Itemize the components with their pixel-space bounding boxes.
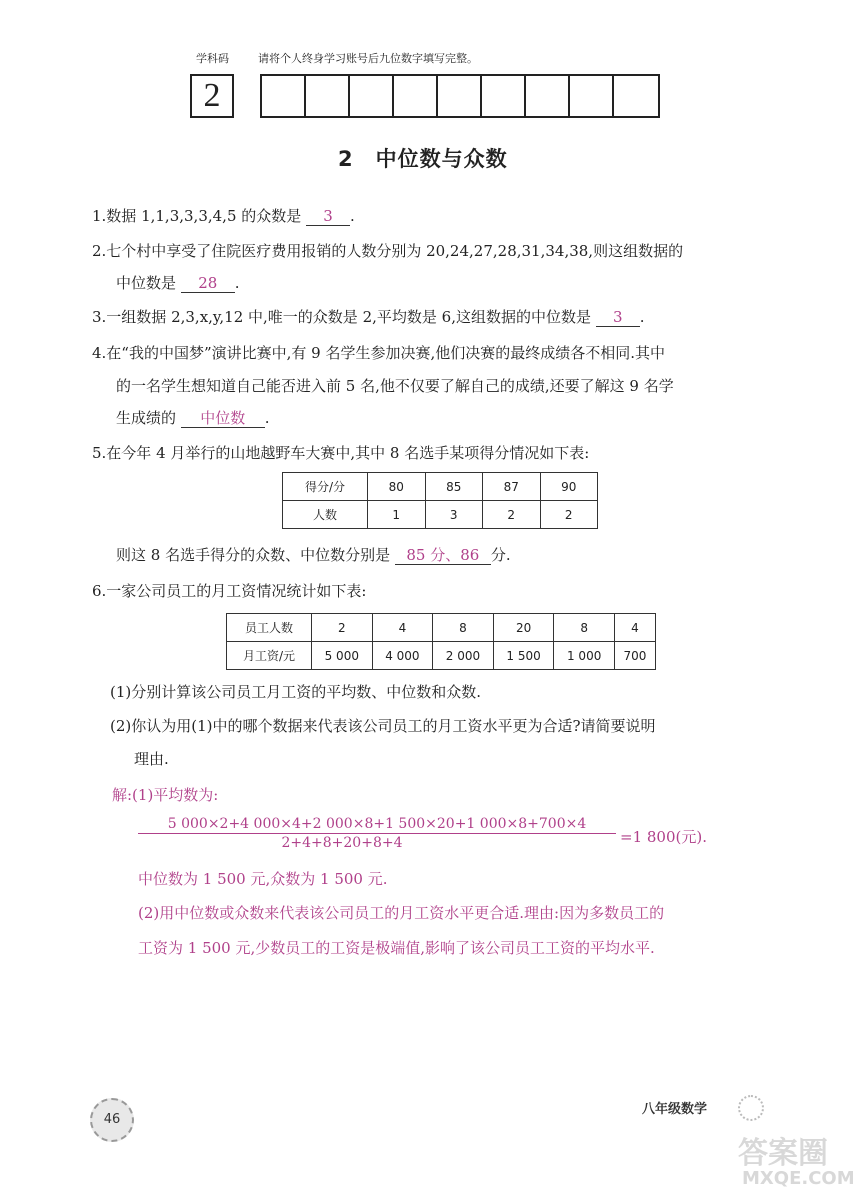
watermark-url: MXQE.COM <box>742 1168 855 1189</box>
table-cell: 人数 <box>283 501 368 529</box>
table-cell: 8 <box>554 614 615 642</box>
question-6-sub-2-line-2: 理由. <box>134 750 169 768</box>
table-cell: 4 <box>372 614 433 642</box>
table-row <box>283 501 598 529</box>
table-cell: 90 <box>540 473 598 501</box>
question-2-line-2 <box>116 272 240 294</box>
table-cell: 1 500 <box>493 642 554 670</box>
fraction-bar <box>138 833 616 834</box>
table-cell: 得分/分 <box>283 473 368 501</box>
solution-part-2-line-2: 工资为 1 500 元,少数员工的工资是极端值,影响了该公司员工工资的平均水平. <box>138 939 655 957</box>
question-1 <box>92 205 355 227</box>
question-3-end: . <box>639 308 645 326</box>
table-cell: 87 <box>483 473 541 501</box>
grade-label: 八年级数学 <box>642 1102 708 1117</box>
page-number-badge: 46 <box>90 1098 134 1142</box>
question-1-text: 1.数据 1,1,3,3,3,4,5 的众数是 <box>92 207 302 225</box>
account-digit-cell[interactable] <box>438 76 482 116</box>
subject-code-label: 学科码 <box>196 52 229 65</box>
fraction-denominator: 2+4+8+20+8+4 <box>281 835 403 851</box>
table-row <box>227 614 656 642</box>
question-4-line-2: 的一名学生想知道自己能否进入前 5 名,他不仅要了解自己的成绩,还要了解这 9 名学 <box>116 377 674 395</box>
average-result: =1 800(元). <box>620 828 707 846</box>
question-4-prompt: 生成绩的 <box>116 409 177 427</box>
question-5-prompt: 则这 8 名选手得分的众数、中位数分别是 <box>116 546 391 564</box>
question-1-end: . <box>350 207 355 225</box>
table-cell: 4 <box>614 614 655 642</box>
table-row <box>283 473 598 501</box>
question-1-answer: 3 <box>306 207 350 226</box>
table-cell: 1 <box>368 501 426 529</box>
table-cell: 700 <box>614 642 655 670</box>
question-4-end: . <box>264 409 270 427</box>
question-4-line-1: 4.在“我的中国梦”演讲比赛中,有 9 名学生参加决赛,他们决赛的最终成绩各不相同.其中 <box>92 344 666 362</box>
solution-part-2-line-1: (2)用中位数或众数来代表该公司员工的月工资水平更合适.理由:因为多数员工的 <box>138 904 665 922</box>
fraction-numerator: 5 000×2+4 000×4+2 000×8+1 500×20+1 000×8+700×4 <box>167 816 587 832</box>
table-cell: 2 <box>483 501 541 529</box>
account-digit-cell[interactable] <box>526 76 570 116</box>
table-cell: 85 <box>425 473 483 501</box>
question-5-end: 分. <box>490 546 511 564</box>
question-2-answer: 28 <box>181 274 235 293</box>
instruction-text: 请将个人终身学习账号后九位数字填写完整。 <box>258 52 478 65</box>
question-3-text: 3.一组数据 2,3,x,y,12 中,唯一的众数是 2,平均数是 6,这组数据的中位数是 <box>92 308 591 326</box>
table-cell: 1 000 <box>554 642 615 670</box>
question-4-answer: 中位数 <box>181 409 265 428</box>
watermark-logo: 答案圈 <box>738 1136 828 1171</box>
solution-intro: 解:(1)平均数为: <box>112 786 219 804</box>
table-cell: 5 000 <box>312 642 373 670</box>
question-5-answer: 85 分、86 <box>395 546 491 565</box>
account-digit-cell[interactable] <box>262 76 306 116</box>
table-cell: 月工资/元 <box>227 642 312 670</box>
question-3-answer: 3 <box>596 308 640 327</box>
question-2-line-1: 2.七个村中享受了住院医疗费用报销的人数分别为 20,24,27,28,31,34,38,则这组数据的 <box>92 242 684 260</box>
question-5-ask <box>116 544 511 566</box>
question-6-sub-1: (1)分别计算该公司员工月工资的平均数、中位数和众数. <box>110 683 482 701</box>
median-mode-answer: 中位数为 1 500 元,众数为 1 500 元. <box>138 870 388 888</box>
section-title: 2 中位数与众数 <box>338 147 508 171</box>
account-digit-cell[interactable] <box>306 76 350 116</box>
account-digit-cell[interactable] <box>394 76 438 116</box>
decorative-sun-icon <box>738 1095 764 1121</box>
account-digit-cell[interactable] <box>614 76 658 116</box>
question-6-sub-2-line-1: (2)你认为用(1)中的哪个数据来代表该公司员工的月工资水平更为合适?请简要说明 <box>110 717 656 735</box>
question-2-prompt: 中位数是 <box>116 274 177 292</box>
table-cell: 2 <box>540 501 598 529</box>
table-cell: 80 <box>368 473 426 501</box>
table-cell: 8 <box>433 614 494 642</box>
average-fraction <box>138 816 616 851</box>
question-6-text: 6.一家公司员工的月工资情况统计如下表: <box>92 582 367 600</box>
table-cell: 20 <box>493 614 554 642</box>
question-4-line-3 <box>116 407 270 429</box>
score-table <box>282 472 598 529</box>
question-2-end: . <box>234 274 240 292</box>
table-cell: 3 <box>425 501 483 529</box>
account-digit-cell[interactable] <box>570 76 614 116</box>
question-3 <box>92 306 645 328</box>
account-digit-cell[interactable] <box>482 76 526 116</box>
account-digit-cell[interactable] <box>350 76 394 116</box>
table-cell: 2 000 <box>433 642 494 670</box>
table-row <box>227 642 656 670</box>
question-5-text: 5.在今年 4 月举行的山地越野车大赛中,其中 8 名选手某项得分情况如下表: <box>92 444 590 462</box>
learning-account-grid[interactable] <box>260 74 660 118</box>
table-cell: 员工人数 <box>227 614 312 642</box>
table-cell: 4 000 <box>372 642 433 670</box>
table-cell: 2 <box>312 614 373 642</box>
salary-table <box>226 613 656 670</box>
subject-code-box: 2 <box>190 74 234 118</box>
